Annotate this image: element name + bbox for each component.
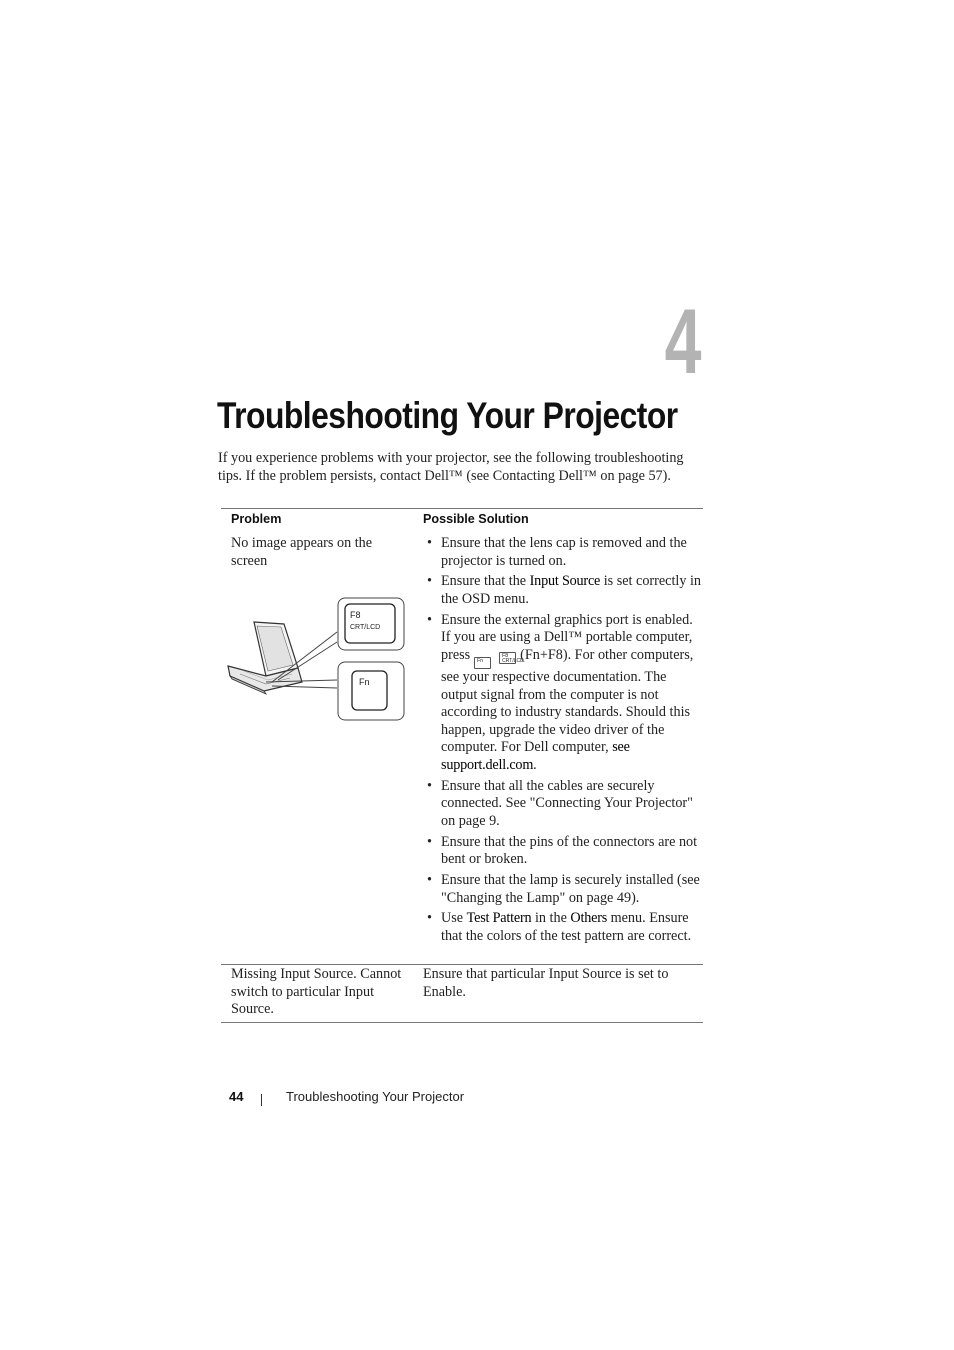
f8-key-label: F8 [502,652,509,659]
fn-key-label: Fn [359,677,370,687]
bullet-icon: • [427,872,432,889]
header-solution: Possible Solution [423,512,529,526]
solution-text: menu. Ensure that the colors of the test pattern are correct. [441,910,692,944]
solution-text: Ensure that the lens cap is removed and the projector is turned on. [441,535,687,569]
page-title: Troubleshooting Your Projector [217,395,678,436]
f8-key-icon [338,598,404,650]
ui-term-others: Others [570,910,608,927]
list-item [423,778,703,831]
list-item [423,834,703,869]
solutions-list [423,535,703,949]
page-number: 44 [229,1089,244,1104]
problem-missing-input: Missing Input Source. Cannot switch to particular Input Source. [231,966,402,1018]
solution-text: (Fn+F8). For other computers, see your respective documentation. The output signal from the computer is not according to industry standards. Should this happen, upgrade the video driver of the computer. For Dell computer, [441,646,694,756]
intro-paragraph: If you experience problems with your projector, see the following troubleshooting tips. If the problem persists, contact Dell™ (see Contacting Dell™ on page 57). [218,450,684,484]
table-bottom-rule [221,1022,703,1023]
bullet-icon: • [427,611,432,628]
running-title: Troubleshooting Your Projector [286,1089,465,1104]
solution-text: Ensure that all the cables are securely connected. See "Connecting Your Projector" on page 9. [441,777,693,829]
solution-text: Ensure the external graphics port is enabled. If you are using a Dell™ portable computer, press [441,611,693,663]
laptop-icon [228,622,302,694]
header-problem: Problem [231,512,282,526]
problem-no-image: No image appears on the screen [231,535,373,569]
fn-key-icon [474,657,491,669]
chapter-number: 4 [664,291,702,393]
f8-key-label: F8 [350,610,361,620]
list-item [423,612,703,775]
crt-lcd-key-label: CRT/LCD [502,657,524,664]
bullet-icon: • [427,573,432,590]
bullet-icon: • [427,833,432,850]
solution-text: Ensure that the lamp is securely installed (see "Changing the Lamp" on page 49). [441,872,700,906]
list-item [423,910,703,945]
fn-key-icon [338,662,404,720]
support-link-text: see support.dell.com [441,739,630,773]
solution-missing-input: Ensure that particular Input Source is set to Enable. [423,966,669,1000]
fn-f8-keyboard-illustration [226,596,406,722]
solution-text: Ensure that the [441,573,530,590]
row-divider [221,964,703,965]
solution-text: . [533,756,537,773]
solution-text: Use [441,910,467,927]
solution-text: is set correctly in the OSD menu. [441,573,702,607]
list-item [423,573,703,608]
ui-term-test-pattern: Test Pattern [466,910,532,927]
solution-text: Ensure that the pins of the connectors are not bent or broken. [441,833,698,868]
bullet-icon: • [427,535,432,551]
table-top-rule [221,508,703,509]
bullet-icon: • [427,910,432,927]
list-item [423,872,703,907]
fn-key-label: Fn [477,657,484,664]
bullet-icon: • [427,777,432,794]
footer-divider [261,1094,262,1106]
solution-text: in the [531,910,571,927]
crt-lcd-key-label: CRT/LCD [350,624,381,631]
f8-key-icon [499,652,524,664]
list-item [423,535,703,570]
ui-term-input-source: Input Source [529,573,601,590]
